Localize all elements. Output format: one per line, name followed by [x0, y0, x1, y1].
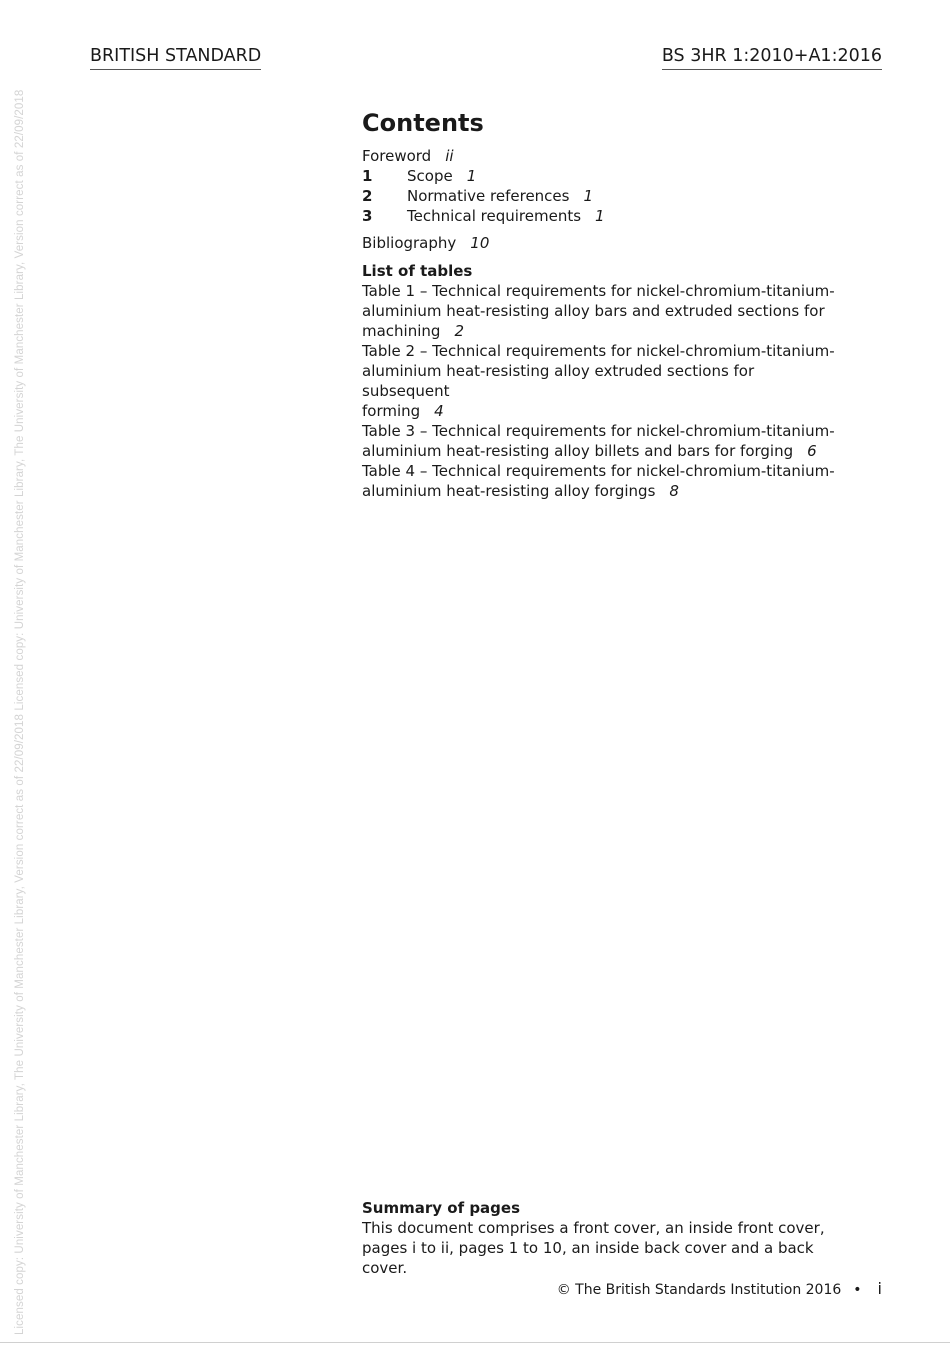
- toc-page: 1: [595, 207, 605, 225]
- table-entry[interactable]: [362, 341, 842, 421]
- table-entry-line: Table 3 – Technical requirements for nickel-chromium-titanium-: [362, 422, 835, 440]
- toc-number: 3: [362, 207, 373, 225]
- license-watermark: Licensed copy: University of Manchester Library, The University of Manchester Library, Version correct as of 22/09/2018 Licensed copy: University of Manchester Library, The University of Manchester Library, Version correct as of 22/09/2018: [14, 89, 26, 1335]
- contents-title: Contents: [362, 109, 484, 137]
- toc-page: 1: [583, 187, 594, 205]
- summary-line: This document comprises a front cover, an inside front cover,: [362, 1219, 825, 1237]
- table-entry-line: forming: [362, 402, 421, 420]
- page-number: i: [877, 1279, 882, 1298]
- toc-label: Normative references: [407, 187, 570, 205]
- table-entry[interactable]: [362, 281, 842, 341]
- table-entry[interactable]: [362, 421, 842, 461]
- page-footer: [557, 1279, 882, 1298]
- page-bottom-divider: [0, 1342, 950, 1343]
- toc-label: Bibliography: [362, 234, 457, 252]
- header-document-number: BS 3HR 1:2010+A1:2016: [662, 46, 882, 70]
- table-entry-line: aluminium heat-resisting alloy extruded sections for subsequent: [362, 362, 755, 400]
- bullet-separator: •: [853, 1282, 862, 1298]
- toc-page: 1: [466, 167, 477, 185]
- table-entry-line: Table 2 – Technical requirements for nickel-chromium-titanium-: [362, 342, 835, 360]
- toc-label: Scope: [407, 167, 453, 185]
- table-entry-line: Table 1 – Technical requirements for nickel-chromium-titanium-: [362, 282, 835, 300]
- header-standard-label: BRITISH STANDARD: [90, 46, 261, 70]
- toc-entry-clause[interactable]: [362, 206, 842, 226]
- contents-section: [362, 108, 842, 501]
- table-entry-line: Table 4 – Technical requirements for nickel-chromium-titanium-: [362, 462, 835, 480]
- summary-heading: Summary of pages: [362, 1199, 521, 1217]
- copyright-notice: © The British Standards Institution 2016: [556, 1282, 842, 1298]
- toc-entry-clause[interactable]: [362, 186, 842, 206]
- table-entry-line: aluminium heat-resisting alloy bars and extruded sections for: [362, 302, 825, 320]
- table-entry-line: aluminium heat-resisting alloy billets and bars for forging: [362, 442, 794, 460]
- summary-of-pages: [362, 1198, 862, 1278]
- table-entry-line: aluminium heat-resisting alloy forgings: [362, 482, 656, 500]
- toc-number: 1: [362, 167, 373, 185]
- table-entry-page: 2: [454, 322, 464, 340]
- toc-entry-foreword[interactable]: [362, 146, 842, 166]
- toc-label: Technical requirements: [407, 207, 582, 225]
- toc-page: ii: [445, 147, 454, 165]
- summary-line: pages i to ii, pages 1 to 10, an inside back cover and a back cover.: [362, 1239, 814, 1277]
- table-entry[interactable]: [362, 461, 842, 501]
- table-entry-page: 8: [669, 482, 679, 500]
- table-entry-page: 4: [434, 402, 444, 420]
- list-of-tables-heading: List of tables: [362, 262, 473, 280]
- toc-number: 2: [362, 187, 373, 205]
- toc-entry-bibliography[interactable]: [362, 233, 842, 253]
- toc-page: 10: [470, 234, 490, 252]
- toc-label: Foreword: [362, 147, 432, 165]
- table-entry-page: 6: [807, 442, 817, 460]
- table-entry-line: machining: [362, 322, 441, 340]
- toc-entry-clause[interactable]: [362, 166, 842, 186]
